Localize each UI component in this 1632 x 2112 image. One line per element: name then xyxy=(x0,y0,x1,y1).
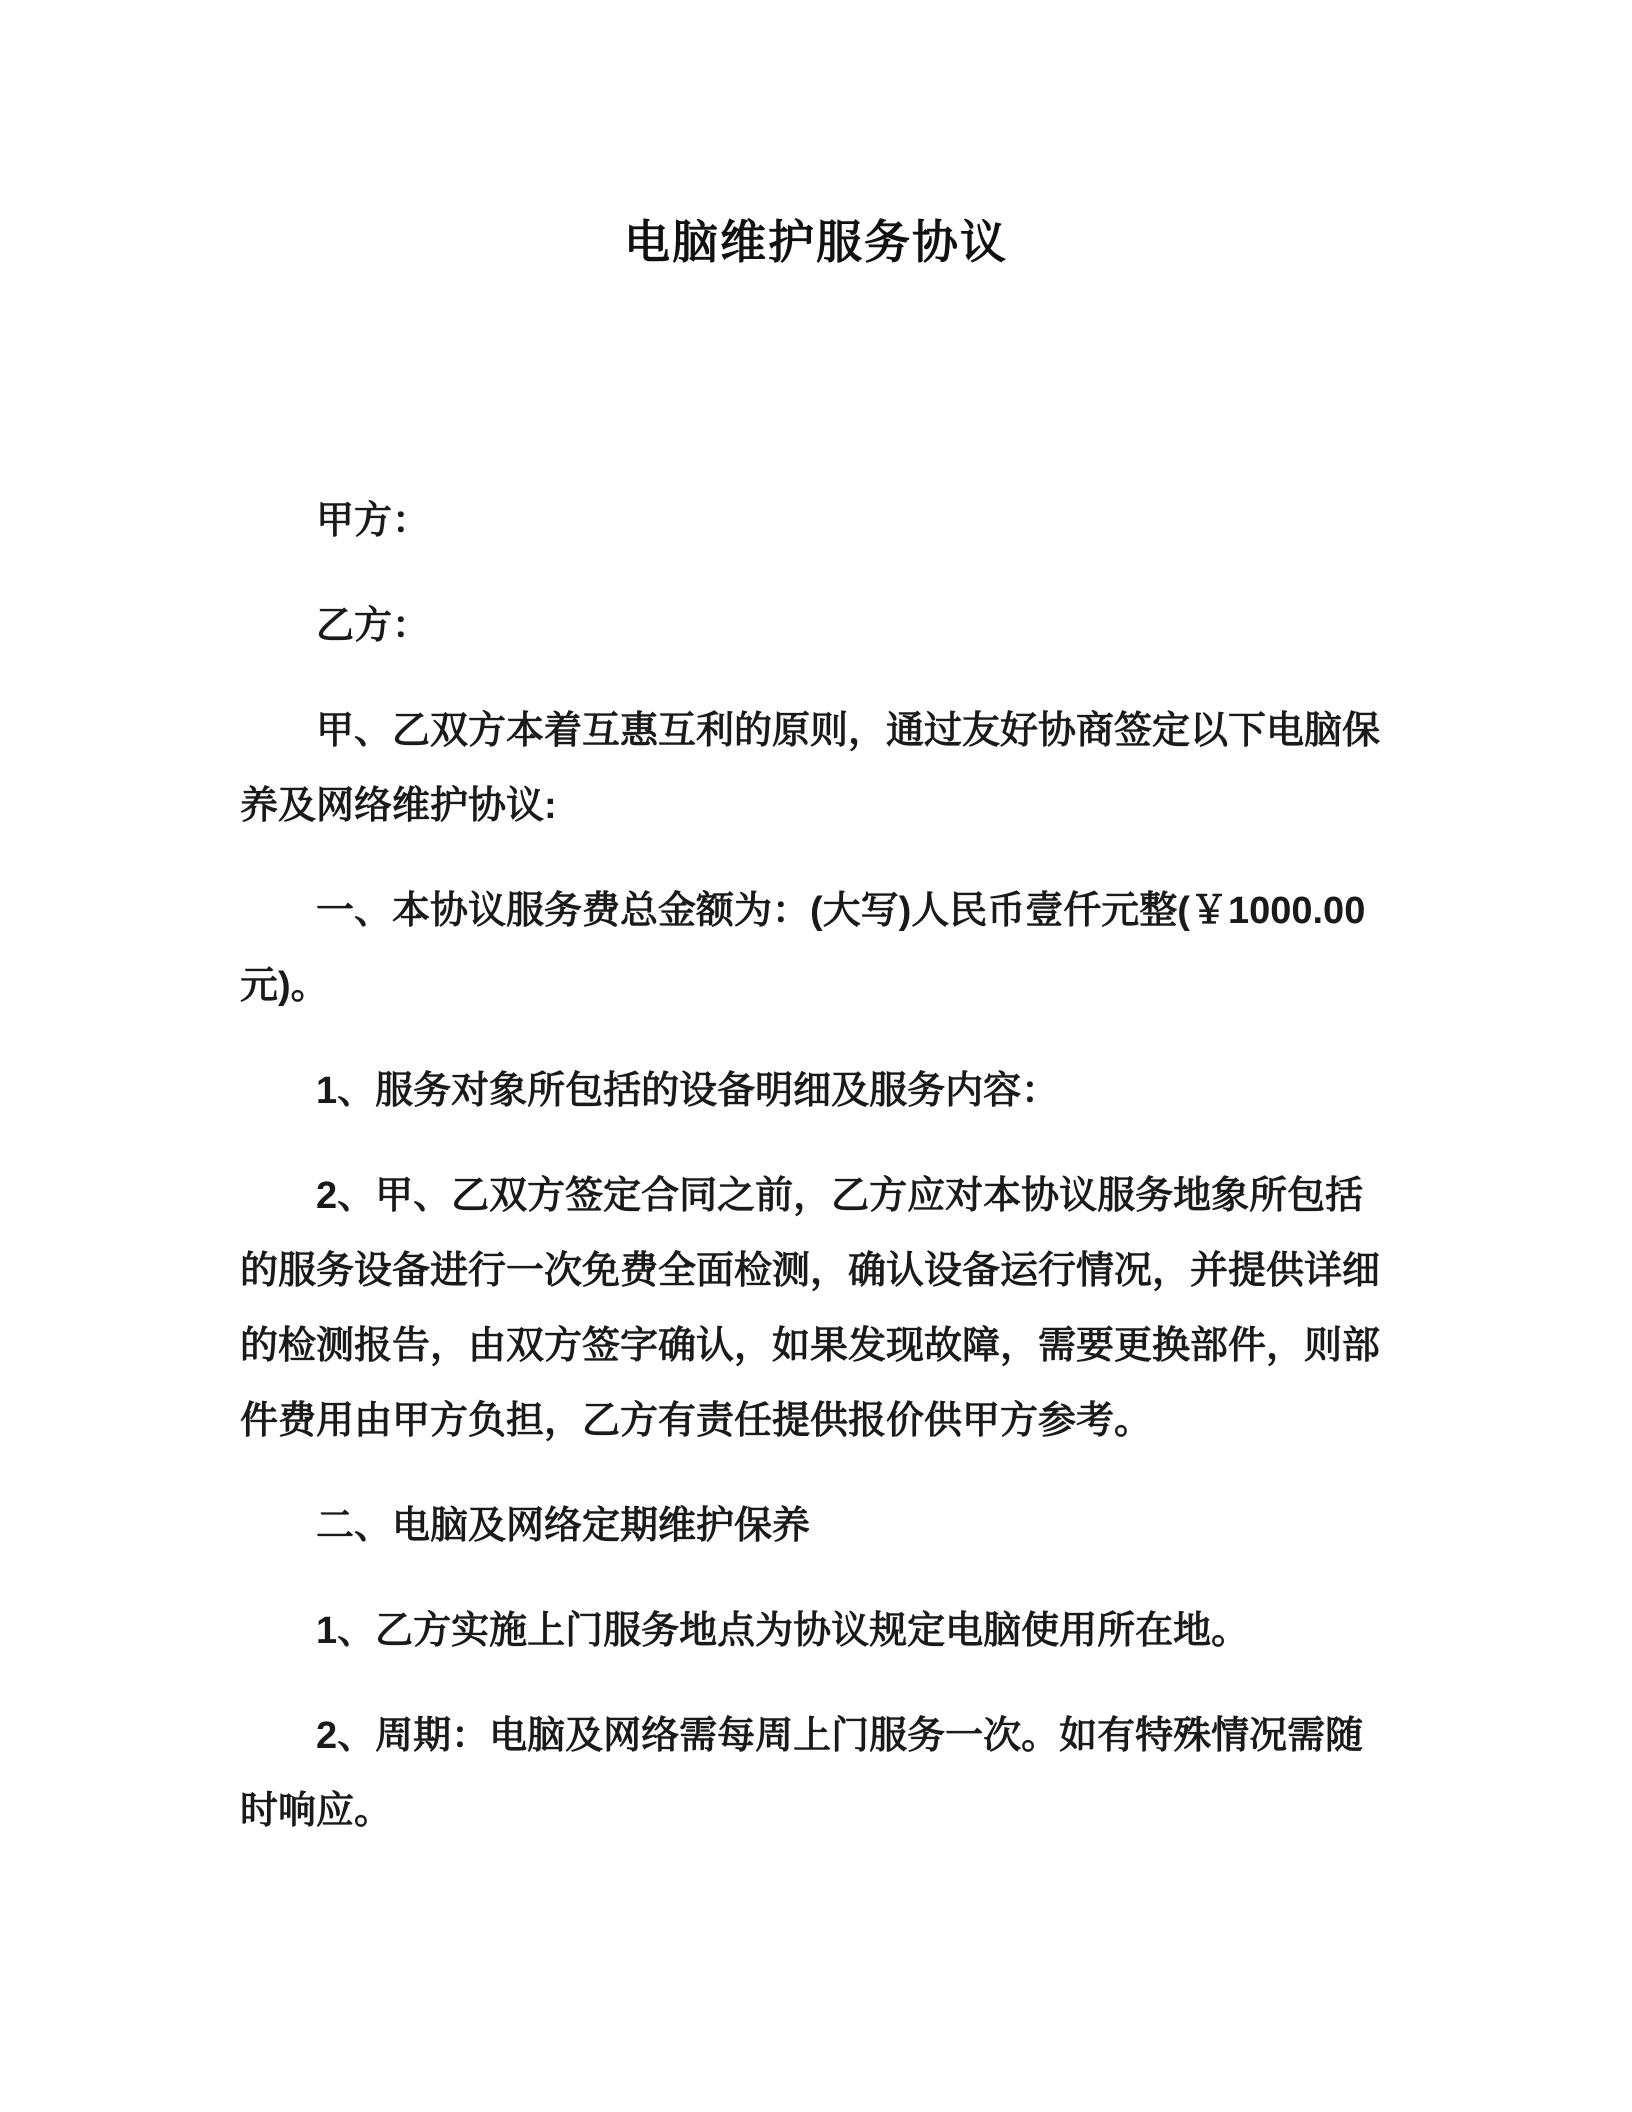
clause-2-heading: 二、电脑及网络定期维护保养 xyxy=(316,1505,811,1547)
document-title: 电脑维护服务协议 xyxy=(624,216,1008,268)
clause-1-total-fee: 一、本协议服务费总金额为：(大写)人民币壹仟元整(￥1000.00元)。 xyxy=(240,890,1366,1007)
party-b-line: 乙方： xyxy=(316,605,431,647)
party-a-line: 甲方： xyxy=(316,500,431,542)
clause-1-2-inspection: 2、甲、乙双方签定合同之前，乙方应对本协议服务地象所包括的服务设备进行一次免费全面检测，确认设备运行情况，并提供详细的检测报告，由双方签字确认，如果发现故障，需要更换部件，则部件费用由甲方负担，乙方有责任提供报价供甲方参考。 xyxy=(240,1175,1381,1442)
clause-2-2-frequency: 2、周期：电脑及网络需每周上门服务一次。如有特殊情况需随时响应。 xyxy=(240,1715,1364,1832)
preamble-paragraph: 甲、乙双方本着互惠互利的原则，通过友好协商签定以下电脑保养及网络维护协议: xyxy=(240,710,1381,827)
document-body xyxy=(240,212,1392,1849)
clause-2-1-location: 1、乙方实施上门服务地点为协议规定电脑使用所在地。 xyxy=(316,1610,1250,1652)
clause-1-1-service-scope: 1、服务对象所包括的设备明细及服务内容： xyxy=(316,1070,1060,1112)
